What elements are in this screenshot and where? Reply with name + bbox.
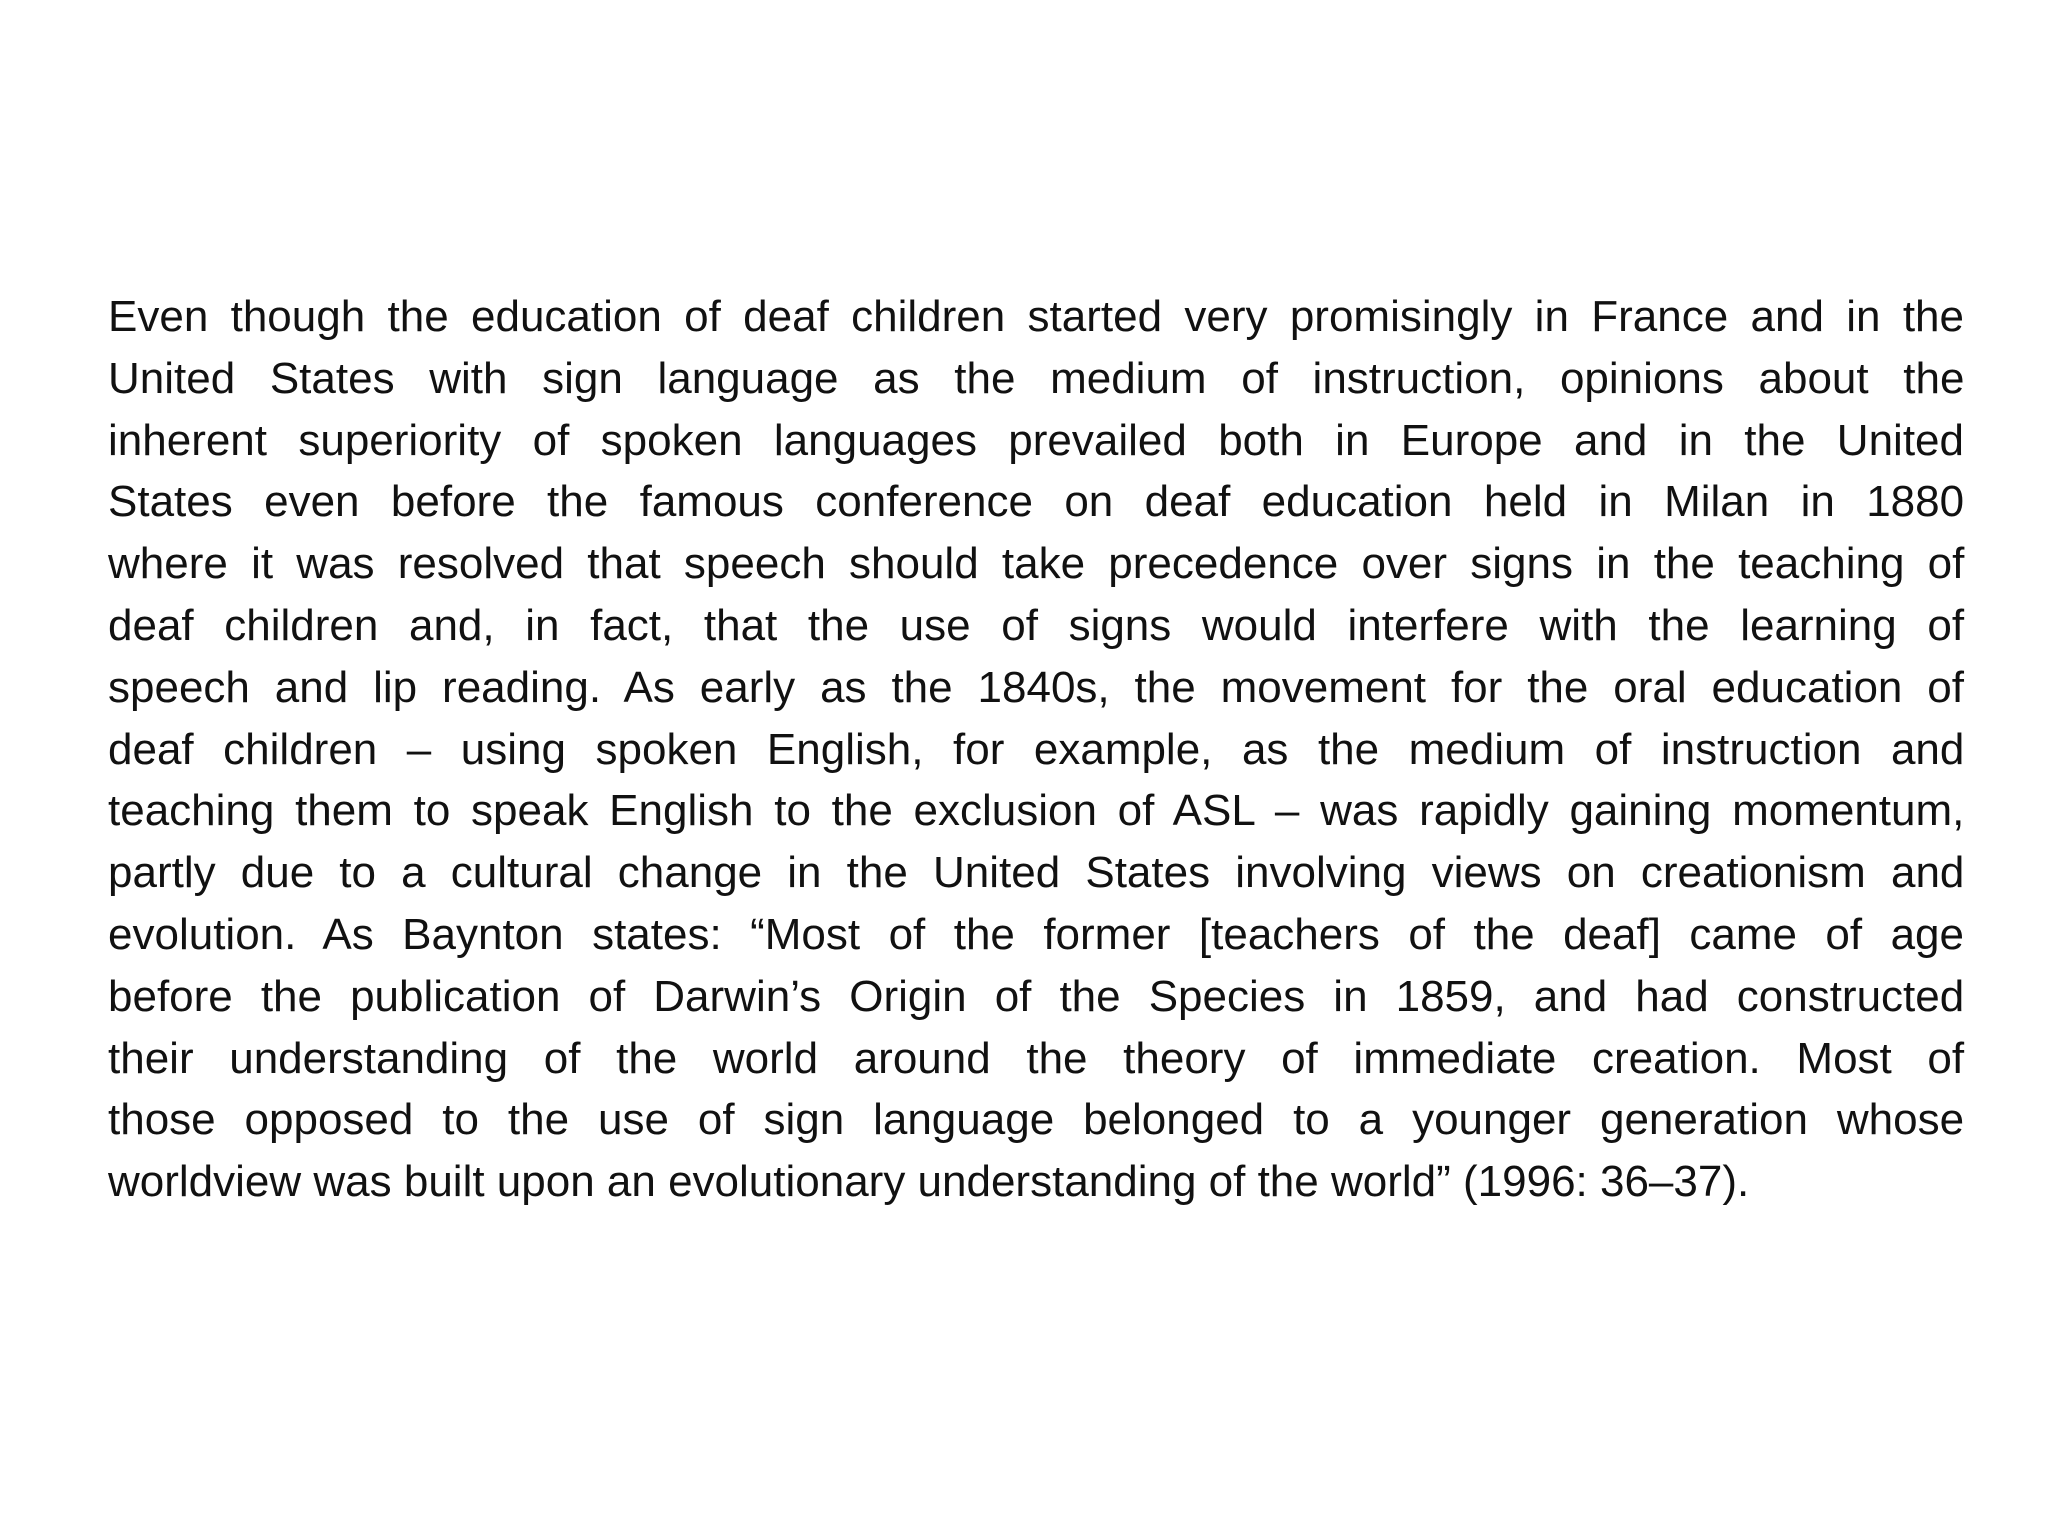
paragraph-line: deaf children and, in fact, that the use of signs would interfere with the learning of <box>108 600 1965 650</box>
paragraph-line: those opposed to the use of sign language belonged to a younger generation whose <box>108 1095 1965 1145</box>
paragraph-line: speech and lip reading. As early as the 1840s, the movement for the oral education of <box>108 662 1964 712</box>
paragraph-line: inherent superiority of spoken languages prevailed both in Europe and in the United <box>108 415 1964 465</box>
paragraph-line: their understanding of the world around the theory of immediate creation. Most of <box>108 1033 1965 1083</box>
paragraph-line: evolution. As Baynton states: “Most of the former [teachers of the deaf] came of age <box>108 909 1964 959</box>
body-paragraph <box>108 286 1964 1213</box>
paragraph-line: United States with sign language as the medium of instruction, opinions about the <box>108 353 1965 403</box>
paragraph-line: partly due to a cultural change in the United States involving views on creationism and <box>108 848 1965 898</box>
paragraph-line: where it was resolved that speech should take precedence over signs in the teaching of <box>108 539 1965 589</box>
paragraph-line: teaching them to speak English to the exclusion of ASL – was rapidly gaining momentum, <box>108 786 1965 836</box>
paragraph-line: Even though the education of deaf children started very promisingly in France and in the <box>108 292 1964 341</box>
paragraph-line: worldview was built upon an evolutionary understanding of the world” (1996: 36–37). <box>108 1157 1750 1207</box>
paragraph-line: States even before the famous conference on deaf education held in Milan in 1880 <box>108 477 1965 527</box>
paragraph-line: deaf children – using spoken English, for example, as the medium of instruction and <box>108 724 1965 774</box>
paragraph-line: before the publication of Darwin’s Origin of the Species in 1859, and had constructed <box>108 971 1965 1021</box>
